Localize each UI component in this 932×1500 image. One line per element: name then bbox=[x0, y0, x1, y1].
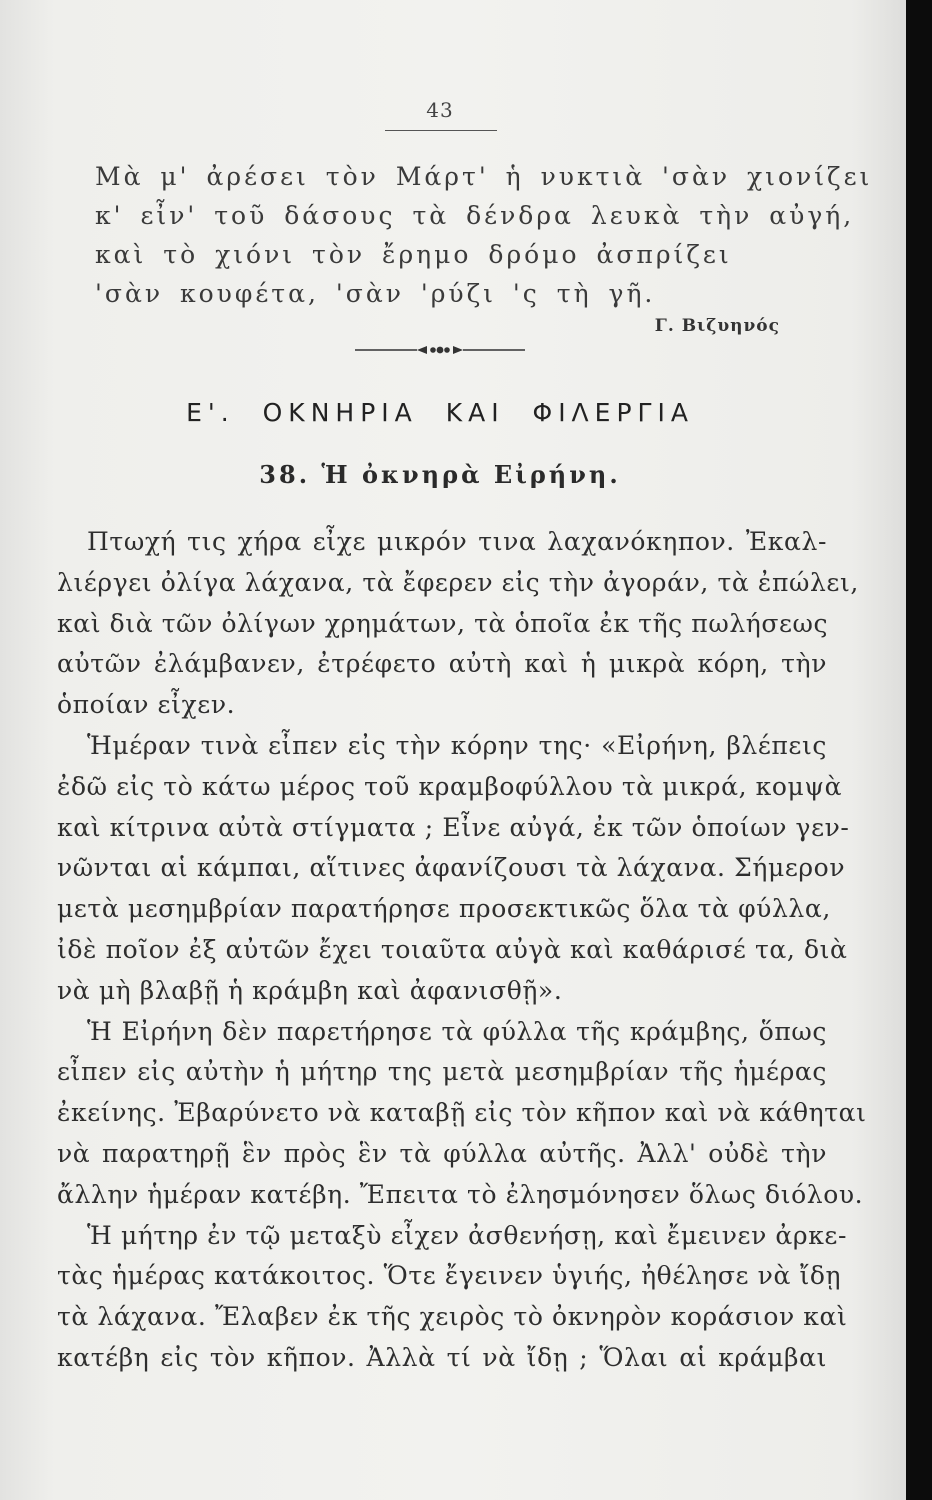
text-line: μετὰ μεσημβρίαν παρατήρησε προσεκτικῶς ὅλα τὰ φύλλα, bbox=[57, 894, 831, 924]
text-line: λιέργει ὀλίγα λάχανα, τὰ ἔφερεν εἰς τὴν ἀγοράν, τὰ ἐπώλει, bbox=[57, 567, 859, 597]
text-line: νὰ μὴ βλαβῇ ἡ κράμβη καὶ ἀφανισθῇ». bbox=[57, 975, 563, 1005]
text-line: τὰ λάχανα. Ἔλαβεν ἐκ τῆς χειρὸς τὸ ὀκνηρὸν κοράσιον καὶ bbox=[57, 1302, 848, 1332]
poem-line: 'σὰν κουφέτα, 'σὰν 'ρύζι 'ς τὴ γῆ. bbox=[95, 279, 656, 308]
poem-author: Γ. Βιζυηνός bbox=[654, 316, 780, 336]
header-rule bbox=[385, 130, 497, 131]
text-line: ἐδῶ εἰς τὸ κάτω μέρος τοῦ κραμβοφύλλου τὰ μικρά, κομψὰ bbox=[57, 771, 843, 801]
text-line: αὐτῶν ἐλάμβανεν, ἐτρέφετο αὐτὴ καὶ ἡ μικρὰ κόρη, τὴν bbox=[57, 649, 827, 679]
section-heading: Ε'. ΟΚΝΗΡΙΑ ΚΑΙ ΦΙΛΕΡΓΙΑ bbox=[186, 398, 694, 427]
text-line: νῶνται αἱ κάμπαι, αἵτινες ἀφανίζουσι τὰ λάχανα. Σήμερον bbox=[57, 853, 846, 883]
poem-line: καὶ τὸ χιόνι τὸν ἔρημο δρόμο ἀσπρίζει bbox=[95, 240, 732, 269]
text-line: εἶπεν εἰς αὐτὴν ἡ μήτηρ της μετὰ μεσημβρίαν τῆς ἡμέρας bbox=[57, 1057, 827, 1087]
poem-excerpt bbox=[95, 157, 873, 313]
text-line: ἄλλην ἡμέραν κατέβη. Ἔπειτα τὸ ἐλησμόνησεν ὅλως διόλου. bbox=[57, 1179, 864, 1209]
text-line: ὁποίαν εἶχεν. bbox=[57, 690, 236, 720]
ornament-divider bbox=[355, 340, 525, 360]
text-line: ἐκείνης. Ἐβαρύνετο νὰ καταβῇ εἰς τὸν κῆπον καὶ νὰ κάθηται bbox=[57, 1098, 867, 1128]
page-number: 43 bbox=[426, 98, 454, 122]
text-line: νὰ παρατηρῇ ἓν πρὸς ἓν τὰ φύλλα αὐτῆς. Ἀλλ' οὐδὲ τὴν bbox=[57, 1138, 827, 1168]
text-line: τὰς ἡμέρας κατάκοιτος. Ὅτε ἔγεινεν ὑγιής, ἠθέλησε νὰ ἴδῃ bbox=[57, 1261, 842, 1291]
text-line: ἰδὲ ποῖον ἐξ αὐτῶν ἔχει τοιαῦτα αὐγὰ καὶ καθάρισέ τα, διὰ bbox=[57, 934, 848, 964]
text-line: καὶ κίτρινα αὐτὰ στίγματα ; Εἶνε αὐγά, ἐκ τῶν ὁποίων γεν- bbox=[57, 812, 850, 842]
story-body bbox=[57, 522, 867, 1379]
poem-line: Μὰ μ' ἀρέσει τὸν Μάρτ' ἡ νυκτιὰ 'σὰν χιονίζει bbox=[95, 162, 873, 191]
text-line: κατέβη εἰς τὸν κῆπον. Ἀλλὰ τί νὰ ἴδῃ ; Ὅλαι αἱ κράμβαι bbox=[57, 1342, 827, 1372]
text-line: Ἡ Εἰρήνη δὲν παρετήρησε τὰ φύλλα τῆς κράμβης, ὅπως bbox=[87, 1016, 827, 1046]
text-line: Ἡμέραν τινὰ εἶπεν εἰς τὴν κόρην της· «Εἰρήνη, βλέπεις bbox=[87, 730, 827, 760]
text-line: Ἡ μήτηρ ἐν τῷ μεταξὺ εἶχεν ἀσθενήσῃ, καὶ ἔμεινεν ἀρκε- bbox=[87, 1220, 848, 1250]
story-title: 38. Ἡ ὀκνηρὰ Εἰρήνη. bbox=[259, 460, 621, 489]
text-line: καὶ διὰ τῶν ὀλίγων χρημάτων, τὰ ὁποῖα ἐκ τῆς πωλήσεως bbox=[57, 608, 829, 638]
poem-line: κ' εἶν' τοῦ δάσους τὰ δένδρα λευκὰ τὴν αὐγή, bbox=[95, 201, 855, 230]
text-line: Πτωχή τις χήρα εἶχε μικρόν τινα λαχανόκηπον. Ἐκαλ- bbox=[87, 527, 827, 556]
